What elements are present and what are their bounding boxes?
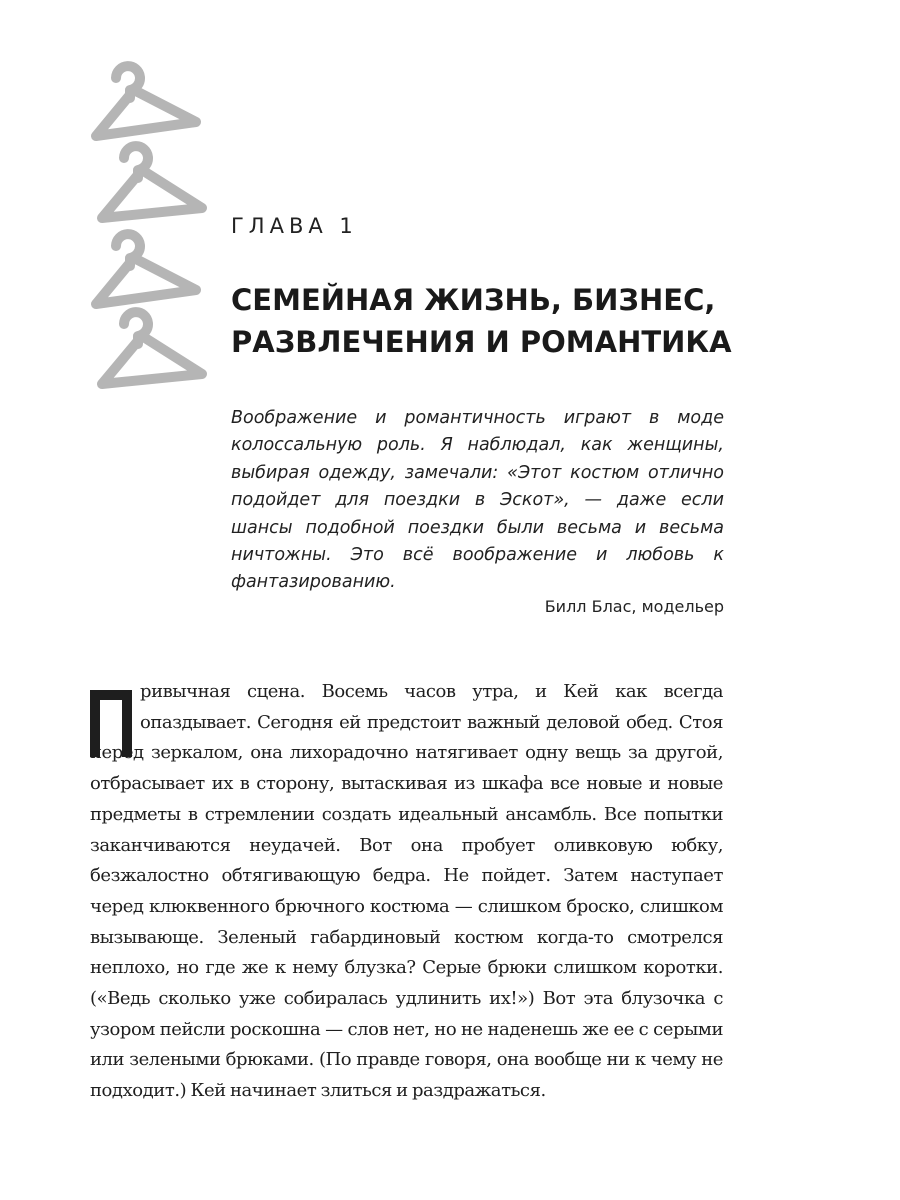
epigraph-attribution: Билл Блас, модельер: [544, 597, 724, 616]
chapter-label: ГЛАВА 1: [231, 214, 358, 238]
chapter-title: [231, 279, 791, 363]
body-paragraph: [90, 677, 723, 1107]
chapter-title-line-1: СЕМЕЙНАЯ ЖИЗНЬ, БИЗНЕС,: [231, 283, 716, 317]
body-paragraph-text: ривычная сцена. Восемь часов утра, и Кей как всегда опаздывает. Сегодня ей предстоит важный деловой обед. Стоя перед зеркалом, она лихорадочно натягивает одну вещь за другой, отбрасывает их в сторону, вытаскивая из шкафа все новые и новые предметы в стремлении создать идеальный ансамбль. Все попытки заканчиваются неудачей. Вот она пробует оливковую юбку, безжалостно обтягивающую бедра. Не пойдет. Затем наступает черед клюквенного брючного костюма — слишком броско, слишком вызывающе. Зеленый габардиновый костюм когда-то смотрелся неплохо, но где же к нему блузка? Серые брюки слишком коротки. («Ведь сколько уже собиралась удлинить их!») Вот эта блузочка с узором пейсли роскошна — слов нет, но не наденешь же ее с серыми или зелеными брюками. (По правде говоря, она вообще ни к чему не подходит.) Кей начинает злиться и раздражаться.: [90, 681, 723, 1102]
hangers-icon: [84, 58, 224, 408]
chapter-title-line-2: РАЗВЛЕЧЕНИЯ И РОМАНТИКА: [231, 325, 732, 359]
epigraph-quote: Воображение и романтичность играют в моде колоссальную роль. Я наблюдал, как женщины, выбирая одежду, замечали: «Этот костюм отлично подойдет для поездки в Эскот», — даже если шансы подобной поездки были весьма и весьма ничтожны. Это всё воображение и любовь к фантазированию.: [231, 408, 724, 593]
